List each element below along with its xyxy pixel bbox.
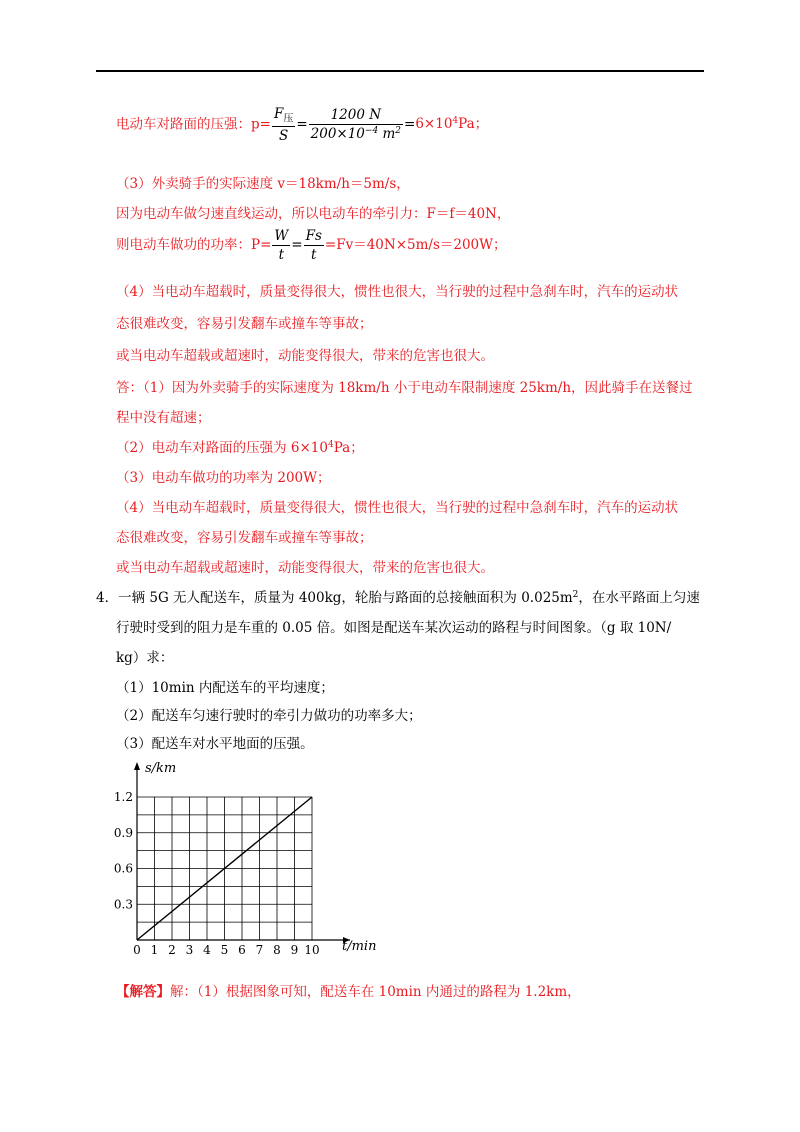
- y-tick-label: 0.6: [113, 861, 133, 876]
- overload-line-3: 或当电动车超载或超速时，动能变得很大，带来的危害也很大。: [116, 348, 494, 364]
- speed-line: （3）外卖骑手的实际速度 v＝18km/h＝5m/s，: [116, 176, 410, 192]
- y-tick-label: 0.9: [113, 825, 133, 840]
- x-tick-label: 3: [185, 943, 194, 957]
- x-tick-label: 1: [150, 943, 159, 957]
- overload-line-2: 态很难改变，容易引发翻车或撞车等事故；: [116, 316, 373, 332]
- power-fraction-2: $\frac{Fs}{t}$: [305, 228, 322, 263]
- overload-line-1: （4）当电动车超载时，质量变得很大，惯性也很大，当行驶的过程中急刹车时，汽车的运动状: [116, 284, 679, 300]
- power-fraction-1: $\frac{W}{t}$: [274, 228, 289, 263]
- x-tick-label: 5: [220, 943, 229, 957]
- pressure-fraction-1: $\frac{F_压}{S}$: [273, 106, 294, 144]
- answer-line-2: 程中没有超速；: [116, 410, 211, 426]
- pressure-label: 电动车对路面的压强：p=: [116, 116, 271, 133]
- answer-line-1: 答：（1）因为外卖骑手的实际速度为 18km/h 小于电动车限制速度 25km/h，因此骑手在送餐过: [116, 380, 693, 396]
- traction-line: 因为电动车做匀速直线运动，所以电动车的牵引力：F＝f＝40N，: [116, 206, 511, 222]
- question-4-line-2: 行驶时受到的阻力是车重的 0.05 倍。如图是配送车某次运动的路程与时间图象。（g 取 10N/: [116, 620, 672, 636]
- y-axis-arrow: [134, 762, 140, 770]
- x-tick-label: 6: [238, 943, 246, 957]
- question-4-sub-1: （1）10min 内配送车的平均速度；: [116, 680, 334, 696]
- y-tick-label: 1.2: [113, 790, 133, 804]
- solution-tag: 【解答】: [116, 984, 170, 1000]
- x-tick-label: 4: [203, 943, 211, 957]
- pressure-fraction-2: $\frac{1200 N}{200\times 10^{-4} m^2}$: [310, 107, 402, 143]
- y-tick-label: 0.3: [113, 897, 133, 912]
- x-tick-label: 10: [304, 943, 320, 957]
- answer-line-4: （3）电动车做功的功率为 200W；: [116, 470, 331, 486]
- answer-line-3: （2）电动车对路面的压强为 $6\times 10^4Pa$；: [116, 440, 364, 456]
- answer-line-5: （4）当电动车超载时，质量变得很大，惯性也很大，当行驶的过程中急刹车时，汽车的运动状: [116, 500, 679, 516]
- header-rule: [96, 70, 704, 72]
- x-axis-label: t/min: [342, 939, 377, 954]
- question-4-line-3: kg）求：: [116, 650, 174, 666]
- distance-time-graph: [110, 758, 390, 970]
- solution-start-line: 【解答】解：（1）根据图象可知，配送车在 10min 内通过的路程为 1.2km，: [116, 984, 581, 1000]
- answer-line-6: 态很难改变，容易引发翻车或撞车等事故；: [116, 530, 373, 546]
- x-tick-label: 2: [168, 943, 176, 957]
- y-axis-label: s/km: [145, 761, 177, 776]
- question-number: 4．: [96, 590, 119, 606]
- pressure-formula-line: 电动车对路面的压强：p= $\frac{F_压}{S}$ = $\frac{1200 N}{200\times 10^{-4} m^2}$ $=6\times 10^4Pa$；: [116, 106, 489, 144]
- pressure-result: $6\times 10^4Pa$；: [415, 116, 489, 133]
- question-4-line-1: 4．一辆 5G 无人配送车，质量为 400kg，轮胎与路面的总接触面积为 $0.025m^2$，在水平路面上匀速: [96, 590, 700, 606]
- x-tick-label: 7: [255, 943, 264, 957]
- question-4-sub-3: （3）配送车对水平地面的压强。: [116, 736, 314, 752]
- x-tick-label: 0: [133, 943, 141, 957]
- question-4-sub-2: （2）配送车匀速行驶时的牵引力做功的功率多大；: [116, 708, 422, 724]
- answer-line-7: 或当电动车超载或超速时，动能变得很大，带来的危害也很大。: [116, 560, 494, 576]
- x-tick-label: 9: [290, 943, 299, 957]
- power-formula-line: 则电动车做功的功率：P= $\frac{W}{t}$ = $\frac{Fs}{t}$ =Fv＝40N×5m/s＝200W；: [116, 228, 507, 263]
- x-tick-label: 8: [273, 943, 281, 957]
